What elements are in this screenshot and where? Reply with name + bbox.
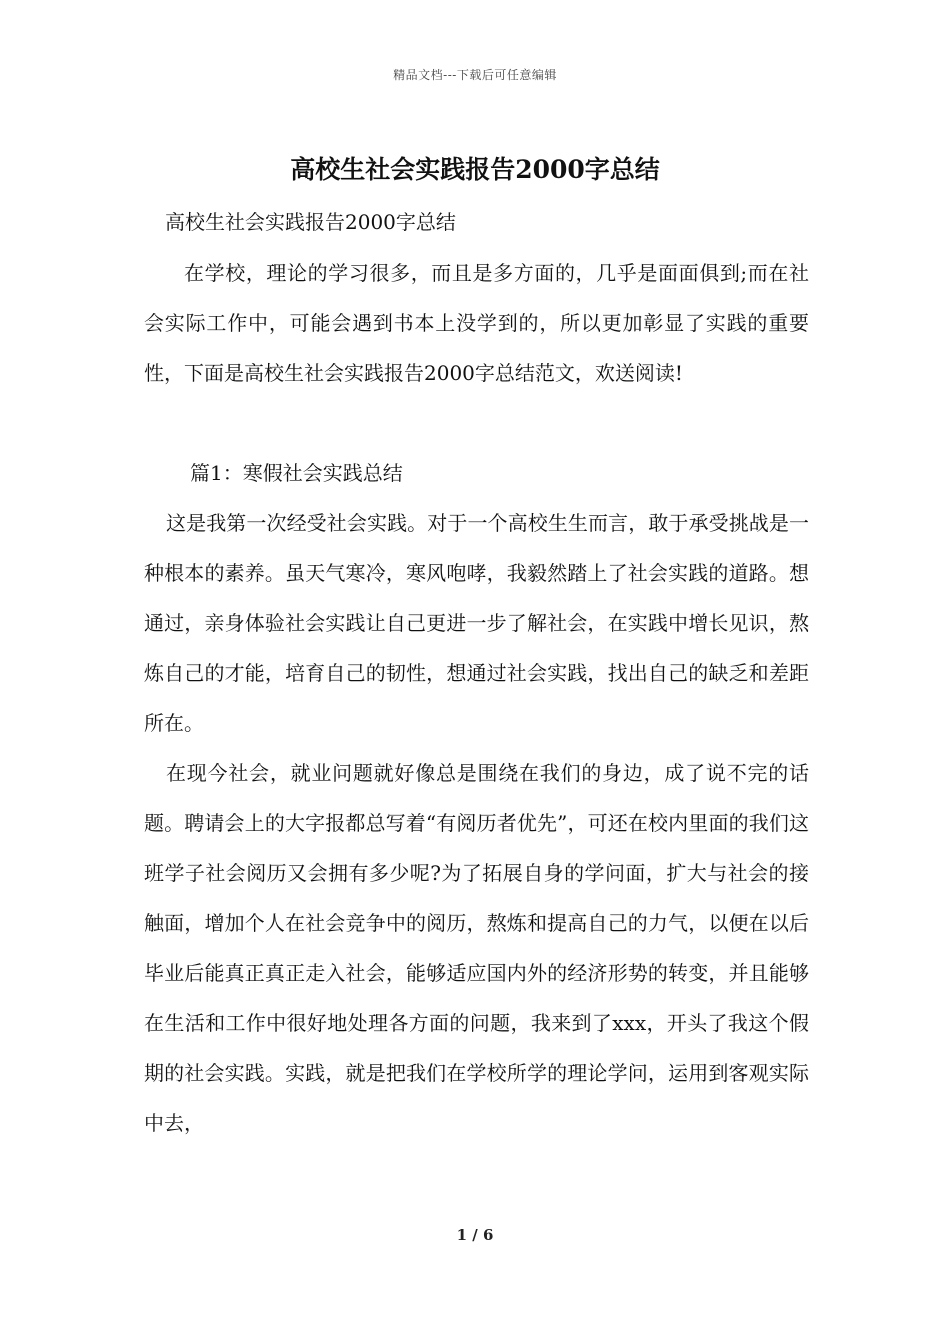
page-number: 1 / 6 bbox=[456, 1226, 494, 1244]
section-heading: 篇1：寒假社会实践总结 bbox=[190, 461, 403, 485]
document-body bbox=[144, 248, 809, 1148]
body-paragraph-1: 这是我第一次经受社会实践。对于一个高校生生而言，敢于承受挑战是一种根本的素养。虽天气寒冷，寒风咆哮，我毅然踏上了社会实践的道路。想通过，亲身体验社会实践让自己更进一步了解社会，在实践中增长见识，熬炼自己的才能，培育自己的韧性，想通过社会实践，找出自己的缺乏和差距所在。 bbox=[144, 511, 809, 735]
document-subtitle: 高校生社会实践报告2000字总结 bbox=[165, 210, 456, 234]
page-header-watermark: 精品文档---下载后可任意编辑 bbox=[393, 68, 557, 82]
intro-paragraph: 在学校，理论的学习很多，而且是多方面的，几乎是面面俱到;而在社会实际工作中，可能会遇到书本上没学到的，所以更加彰显了实践的重要性，下面是高校生社会实践报告2000字总结范文，欢送阅读! bbox=[144, 261, 809, 385]
document-title: 高校生社会实践报告2000字总结 bbox=[290, 155, 660, 184]
body-paragraph-2: 在现今社会，就业问题就好像总是围绕在我们的身边，成了说不完的话题。聘请会上的大字报都总写着“有阅历者优先”，可还在校内里面的我们这班学子社会阅历又会拥有多少呢?为了拓展自身的学问面，扩大与社会的接触面，增加个人在社会竞争中的阅历，熬炼和提高自己的力气，以便在以后毕业后能真正真正走入社会，能够适应国内外的经济形势的转变，并且能够在生活和工作中很好地处理各方面的问题，我来到了xxx，开头了我这个假期的社会实践。实践，就是把我们在学校所学的理论学问，运用到客观实际中去， bbox=[144, 761, 809, 1135]
paragraph-spacer bbox=[144, 398, 809, 448]
